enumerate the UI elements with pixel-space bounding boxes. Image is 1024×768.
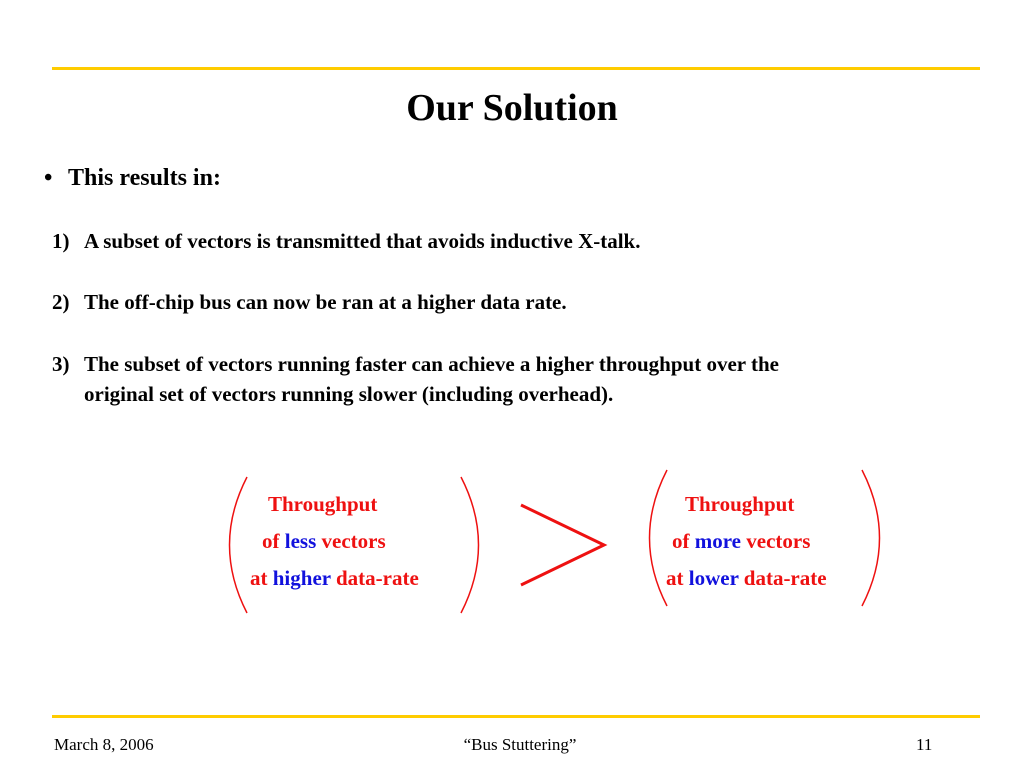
top-rule [52,67,980,70]
greater-than-sign [521,505,604,585]
point-number: 3) [52,352,70,376]
right-line3-data-rate: data-rate [743,566,827,590]
right-term-line-3 [666,563,827,593]
point-1 [52,226,641,256]
point-text: The subset of vectors running faster can achieve a higher throughput over the [84,352,779,376]
right-line2-of: of [672,529,690,553]
bullet-heading [44,163,221,193]
point-2 [52,287,567,317]
left-line3-higher: higher [272,566,331,590]
right-line2-vectors: vectors [746,529,811,553]
bottom-rule [52,715,980,718]
point-text: A subset of vectors is transmitted that avoids inductive X-talk. [84,229,641,253]
slide-title: Our Solution [406,87,618,129]
point-number: 1) [52,229,70,253]
footer-page-number: 11 [916,735,933,754]
right-term-line-2 [672,526,810,556]
right-term-line-1: Throughput [685,492,795,516]
right-line2-more: more [694,529,742,553]
left-term-line-3 [250,563,419,593]
left-open-bracket [230,477,248,613]
point-text: The off-chip bus can now be ran at a higher data rate. [84,290,567,314]
left-term-line-2 [262,526,386,556]
right-close-bracket [862,470,880,606]
left-line2-of: of [262,529,280,553]
left-line2-vectors: vectors [321,529,386,553]
left-line3-data-rate: data-rate [335,566,419,590]
footer-title: “Bus Stuttering” [463,735,577,754]
point-text-continuation: original set of vectors running slower (including overhead). [84,382,614,406]
point-number: 2) [52,290,70,314]
right-line3-lower: lower [688,566,739,590]
point-3 [52,349,779,409]
left-line3-at: at [250,566,268,590]
right-line3-at: at [666,566,684,590]
right-open-bracket [650,470,668,606]
bullet-dot: • [44,165,53,191]
footer-date: March 8, 2006 [54,735,154,754]
left-line2-less: less [284,529,317,553]
left-close-bracket [461,477,479,613]
left-term-line-1: Throughput [268,492,378,516]
bullet-text: This results in: [68,165,221,191]
